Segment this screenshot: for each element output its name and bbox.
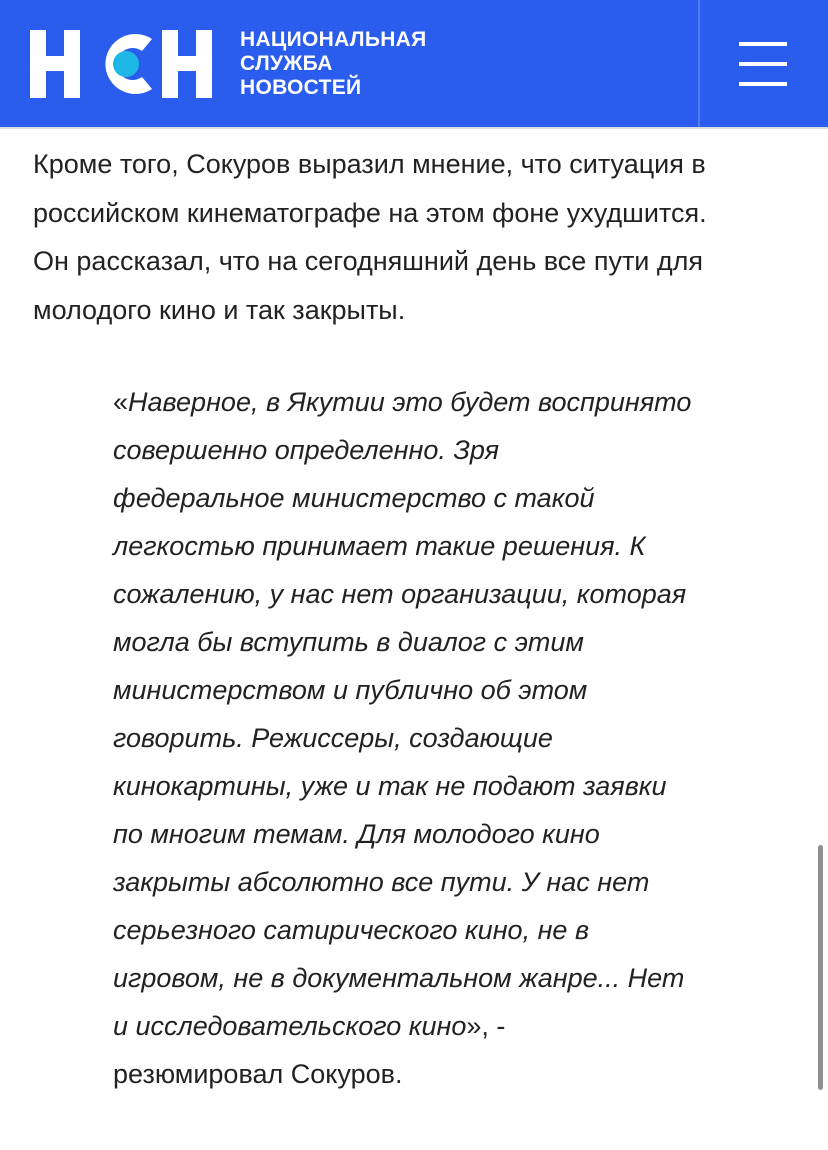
quote-line: легкостью принимает такие решения. К	[113, 531, 646, 561]
quote-close-mark: », -	[466, 1011, 506, 1041]
nsn-logo[interactable]	[30, 30, 212, 98]
menu-bar	[739, 62, 787, 66]
quote-line: могла бы вступить в диалог с этим	[113, 627, 584, 657]
page-scrollbar[interactable]	[818, 845, 823, 1090]
article-paragraph	[33, 140, 803, 334]
quote-line: закрыты абсолютно все пути. У нас нет	[113, 867, 650, 897]
quote-line: Наверное, в Якутии это будет воспринято	[128, 387, 692, 417]
brand-line-3: НОВОСТЕЙ	[240, 76, 362, 99]
quote-line: министерством и публично об этом	[113, 675, 588, 705]
header-divider	[698, 0, 700, 127]
quote-line: серьезного сатирического кино, не в	[113, 915, 590, 945]
hamburger-menu-icon[interactable]	[733, 38, 793, 90]
quote-line: совершенно определенно. Зря	[113, 435, 500, 465]
quote-line: федеральное министерство с такой	[113, 483, 595, 513]
paragraph-line: российском кинематографе на этом фоне ухудшится.	[33, 197, 707, 228]
quote-line: говорить. Режиссеры, создающие	[113, 723, 553, 753]
menu-bar	[739, 82, 787, 86]
quote-line: по многим темам. Для молодого кино	[113, 819, 600, 849]
quote-line: и исследовательского кино	[113, 1011, 467, 1041]
brand-line-2: СЛУЖБА	[240, 52, 333, 75]
menu-bar	[739, 42, 787, 46]
brand-name[interactable]	[240, 28, 427, 100]
quote-open-mark: «	[113, 387, 129, 417]
paragraph-line: Кроме того, Сокуров выразил мнение, что ситуация в	[33, 149, 706, 179]
paragraph-line: Он рассказал, что на сегодняшний день все пути для	[33, 246, 704, 276]
site-header	[0, 0, 828, 127]
paragraph-line: молодого кино и так закрыты.	[33, 294, 406, 325]
quote-line: кинокартины, уже и так не подают заявки	[113, 771, 667, 801]
quote-line: игровом, не в документальном жанре... Нет	[113, 963, 685, 993]
header-border	[0, 127, 828, 129]
brand-line-1: НАЦИОНАЛЬНАЯ	[240, 28, 427, 51]
quote-attribution: резюмировал Сокуров.	[113, 1059, 403, 1089]
quote-line: сожалению, у нас нет организации, которая	[113, 579, 687, 609]
article-quote	[113, 378, 753, 1098]
